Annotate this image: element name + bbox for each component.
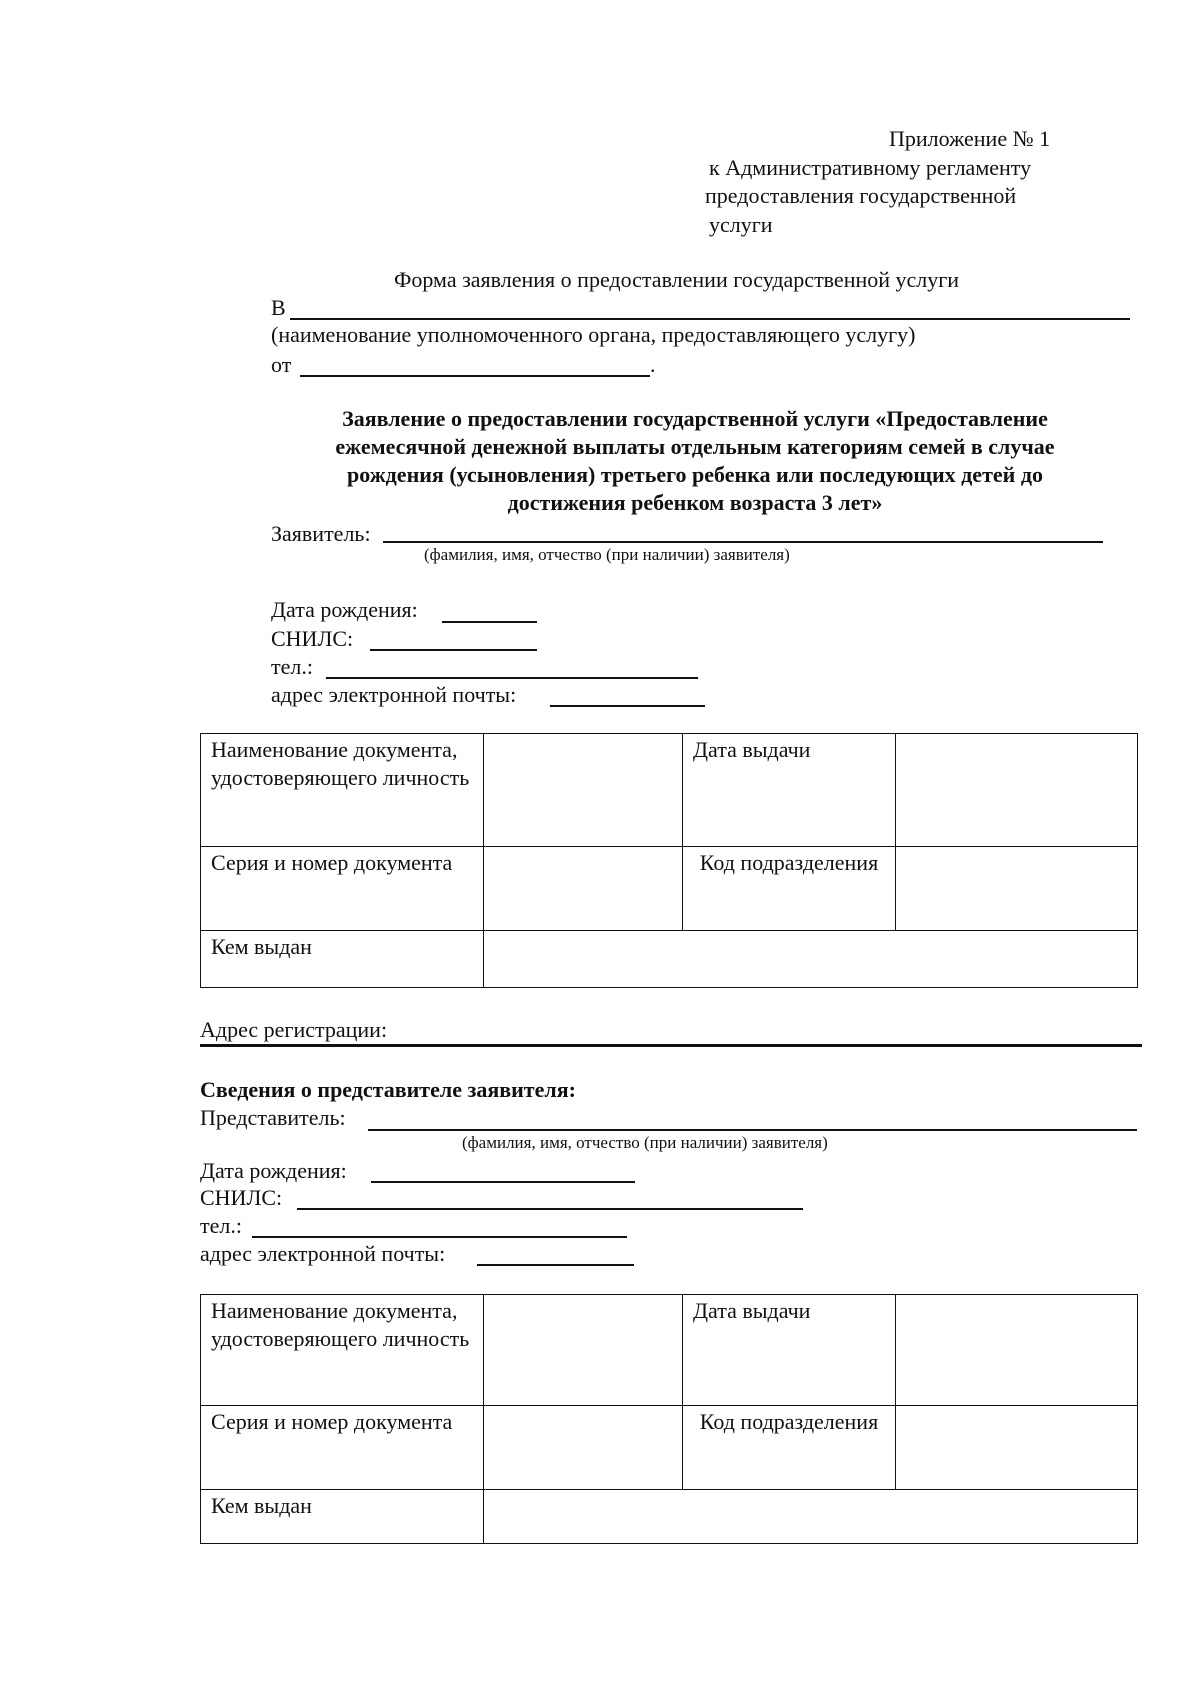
application-title-line-4: достижения ребенком возраста 3 лет»	[507, 490, 883, 515]
applicant-label: Заявитель:	[271, 521, 371, 546]
table-row	[201, 1490, 1138, 1544]
issue-date-label: Дата выдачи	[683, 734, 896, 847]
issue-date-label: Дата выдачи	[683, 1295, 896, 1406]
to-field-line[interactable]	[290, 318, 1130, 320]
appendix-line-3: предоставления государственной	[705, 183, 1017, 208]
application-title	[280, 405, 1110, 517]
representative-phone-label: тел.:	[200, 1213, 242, 1238]
applicant-birth-field[interactable]	[442, 621, 537, 623]
issued-by-label: Кем выдан	[201, 931, 484, 988]
representative-birth-field[interactable]	[371, 1181, 635, 1183]
representative-label: Представитель:	[200, 1105, 346, 1130]
representative-document-table	[200, 1294, 1138, 1544]
issue-date-value[interactable]	[896, 1295, 1138, 1406]
division-code-value[interactable]	[896, 1406, 1138, 1490]
applicant-phone-field[interactable]	[326, 677, 698, 679]
applicant-phone-label: тел.:	[271, 654, 313, 679]
from-suffix: .	[650, 352, 656, 377]
series-number-label: Серия и номер документа	[201, 1406, 484, 1490]
issue-date-value[interactable]	[896, 734, 1138, 847]
registration-label: Адрес регистрации:	[200, 1017, 388, 1042]
appendix-number: Приложение № 1	[889, 126, 1051, 151]
doc-name-value[interactable]	[484, 734, 683, 847]
applicant-email-field[interactable]	[550, 705, 705, 707]
to-prefix: В	[271, 295, 286, 320]
from-prefix: от	[271, 352, 292, 377]
series-number-label: Серия и номер документа	[201, 847, 484, 931]
applicant-snils-label: СНИЛС:	[271, 626, 354, 651]
applicant-document-table	[200, 733, 1138, 988]
doc-name-value[interactable]	[484, 1295, 683, 1406]
application-title-line-3: рождения (усыновления) третьего ребенка или последующих детей до	[347, 462, 1043, 487]
to-hint: (наименование уполномоченного органа, предоставляющего услугу)	[271, 322, 916, 347]
representative-field-line[interactable]	[368, 1129, 1137, 1131]
application-title-line-1: Заявление о предоставлении государственной услуги «Предоставление	[342, 406, 1048, 431]
issued-by-label: Кем выдан	[201, 1490, 484, 1544]
applicant-snils-field[interactable]	[370, 649, 537, 651]
representative-email-label: адрес электронной почты:	[200, 1241, 446, 1266]
series-number-value[interactable]	[484, 1406, 683, 1490]
doc-name-label: Наименование документа, удостоверяющего личность	[201, 1295, 484, 1406]
table-row	[201, 1295, 1138, 1406]
table-row	[201, 931, 1138, 988]
doc-name-label: Наименование документа, удостоверяющего личность	[201, 734, 484, 847]
representative-section-title: Сведения о представителе заявителя:	[200, 1077, 576, 1102]
representative-email-field[interactable]	[477, 1264, 634, 1266]
issued-by-value[interactable]	[484, 1490, 1138, 1544]
appendix-line-4: услуги	[709, 212, 773, 237]
applicant-birth-label: Дата рождения:	[271, 597, 418, 622]
from-field-line[interactable]	[300, 375, 650, 377]
representative-hint: (фамилия, имя, отчество (при наличии) заявителя)	[462, 1133, 828, 1152]
division-code-label: Код подразделения	[683, 1406, 896, 1490]
form-title: Форма заявления о предоставлении государственной услуги	[394, 267, 960, 292]
series-number-value[interactable]	[484, 847, 683, 931]
representative-snils-label: СНИЛС:	[200, 1185, 283, 1210]
division-code-label: Код подразделения	[683, 847, 896, 931]
division-code-value[interactable]	[896, 847, 1138, 931]
issued-by-value[interactable]	[484, 931, 1138, 988]
applicant-email-label: адрес электронной почты:	[271, 682, 517, 707]
table-row	[201, 734, 1138, 847]
table-row	[201, 847, 1138, 931]
representative-snils-field[interactable]	[297, 1208, 803, 1210]
application-title-line-2: ежемесячной денежной выплаты отдельным категориям семей в случае	[335, 434, 1055, 459]
representative-birth-label: Дата рождения:	[200, 1158, 347, 1183]
applicant-field-line[interactable]	[383, 541, 1103, 543]
registration-field-line[interactable]	[200, 1044, 1142, 1047]
appendix-line-2: к Административному регламенту	[709, 155, 1032, 180]
applicant-hint: (фамилия, имя, отчество (при наличии) заявителя)	[424, 545, 790, 564]
table-row	[201, 1406, 1138, 1490]
representative-phone-field[interactable]	[252, 1236, 627, 1238]
